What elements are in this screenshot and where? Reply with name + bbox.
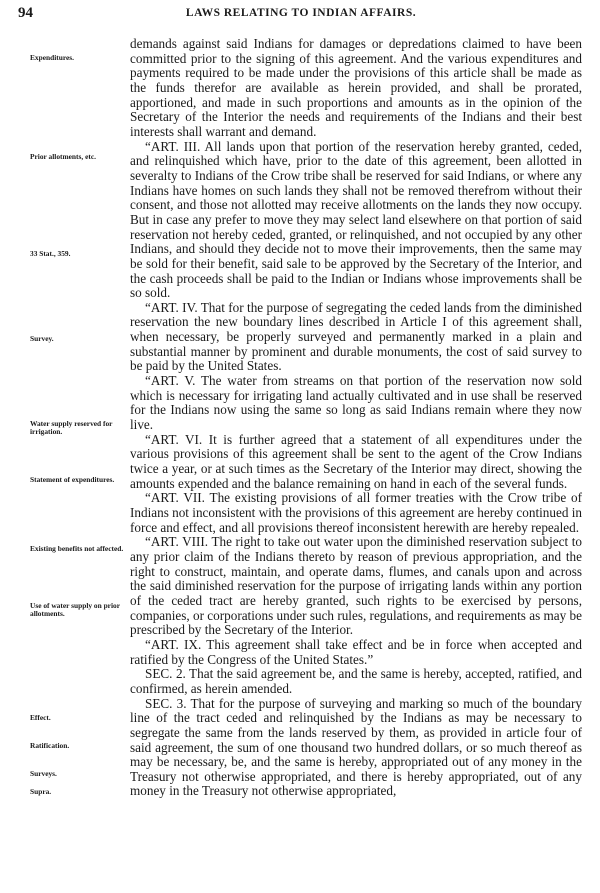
margin-note: Ratification.: [30, 741, 70, 750]
article-paragraph: “ART. III. All lands upon that portion of the reservation hereby granted, ceded, and relinquished which have, prior to the date of this agreement, been allotted in severalty to Indians of the Crow tribe shall be reserved for said Indians, or where any Indians have homes on such lands they shall not be removed therefrom without their consent, and those not allotted may receive allotments on the lands they now occupy. But in case any prefer to move they may select land elsewhere on that portion of said reservation not hereby ceded, granted, or relinquished, and not occupied by any other Indians, and should they decide not to move their improvements, then the same may be sold for their benefit, said sale to be approved by the Secretary of the Interior, and the cash proceeds shall be paid to the Indian or Indians whose improvements shall be so sold.: [130, 138, 582, 301]
body-text: [130, 37, 582, 799]
margin-note: Water supply reserved for irrigation.: [30, 419, 113, 437]
section-paragraph: SEC. 2. That the said agreement be, and the same is hereby, accepted, ratified, and confirmed, as herein amended.: [130, 666, 582, 696]
margin-note: Survey.: [30, 334, 54, 343]
margin-note: Existing benefits not affected.: [30, 544, 124, 553]
page-header: [18, 5, 584, 27]
margin-note: Statement of expenditures.: [30, 475, 115, 484]
article-paragraph: “ART. IX. This agreement shall take effect and be in force when accepted and ratified by the Congress of the United States.”: [130, 636, 582, 667]
page-number: 94: [18, 5, 33, 21]
article-paragraph: “ART. VII. The existing provisions of all former treaties with the Crow tribe of Indians not inconsistent with the provisions of this agreement are hereby continued in force and effect, and all provisions thereof inconsistent herewith are hereby repealed.: [130, 490, 582, 535]
section-paragraph: SEC. 3. That for the purpose of surveying and marking so much of the boundary line of the tract ceded and relinquished by the Indians as may be necessary to segregate the same from the lands reserved by them, as provided in article four of said agreement, the sum of one thousand two hundred dollars, or so much thereof as may be necessary, be, and the same is hereby, appropriated out of any money in the Treasury not otherwise appropriated, and there is hereby appropriated, out of any money in the Treasury not otherwise appropriated,: [130, 695, 582, 799]
article-paragraph: “ART. IV. That for the purpose of segregating the ceded lands from the diminished reservation the new boundary lines described in Article I of this agreement shall, when necessary, be properly surveyed and permanently marked in a plain and substantial manner by prominent and durable monuments, the cost of said survey to be paid by the United States.: [130, 299, 582, 374]
article-paragraph: “ART. V. The water from streams on that portion of the reservation now sold which is necessary for irrigating land actually cultivated and in use shall be reserved for the Indians now using the same so long as said Indians remain where they now live.: [130, 373, 582, 433]
margin-note: Use of water supply on prior allotments.: [30, 601, 120, 619]
margin-note: Supra.: [30, 787, 52, 796]
running-head: LAWS RELATING TO INDIAN AFFAIRS.: [185, 7, 417, 19]
margin-note: Effect.: [30, 713, 51, 722]
article-paragraph: “ART. VIII. The right to take out water upon the diminished reservation subject to any prior claim of the Indians thereto by reason of previous appropriation, and the right to construct, maintain, and operate dams, flumes, and canals upon and across the said diminished reservation for the purpose of irrigating lands within any portion of the ceded tract are hereby granted, such rights to be exercised by persons, companies, or corporations under such rules, regulations, and requirements as may be prescribed by the Secretary of the Interior.: [130, 534, 582, 638]
margin-note: Surveys.: [30, 769, 57, 778]
margin-note: Prior allotments, etc.: [30, 152, 96, 161]
margin-note: Expenditures.: [30, 53, 75, 62]
margin-note: 33 Stat., 359.: [30, 249, 71, 258]
article-paragraph: “ART. VI. It is further agreed that a statement of all expenditures under the various provisions of this agreement shall be sent to the agent of the Crow Indians twice a year, or at such times as the Secretary of the Interior may direct, showing the amounts expended and the balance remaining on hand in each of the several funds.: [130, 431, 582, 491]
paragraph: demands against said Indians for damages or depredations claimed to have been committed prior to the signing of this agreement. And the various expenditures and payments required to be made under the provisions of this article shall be made as the funds therefor are available as herein provided, and shall be prorated, apportioned, and made in such proportions and amounts as in the opinion of the Secretary of the Interior the needs and requirements of the Indians and their best interests shall warrant and demand.: [130, 36, 582, 139]
